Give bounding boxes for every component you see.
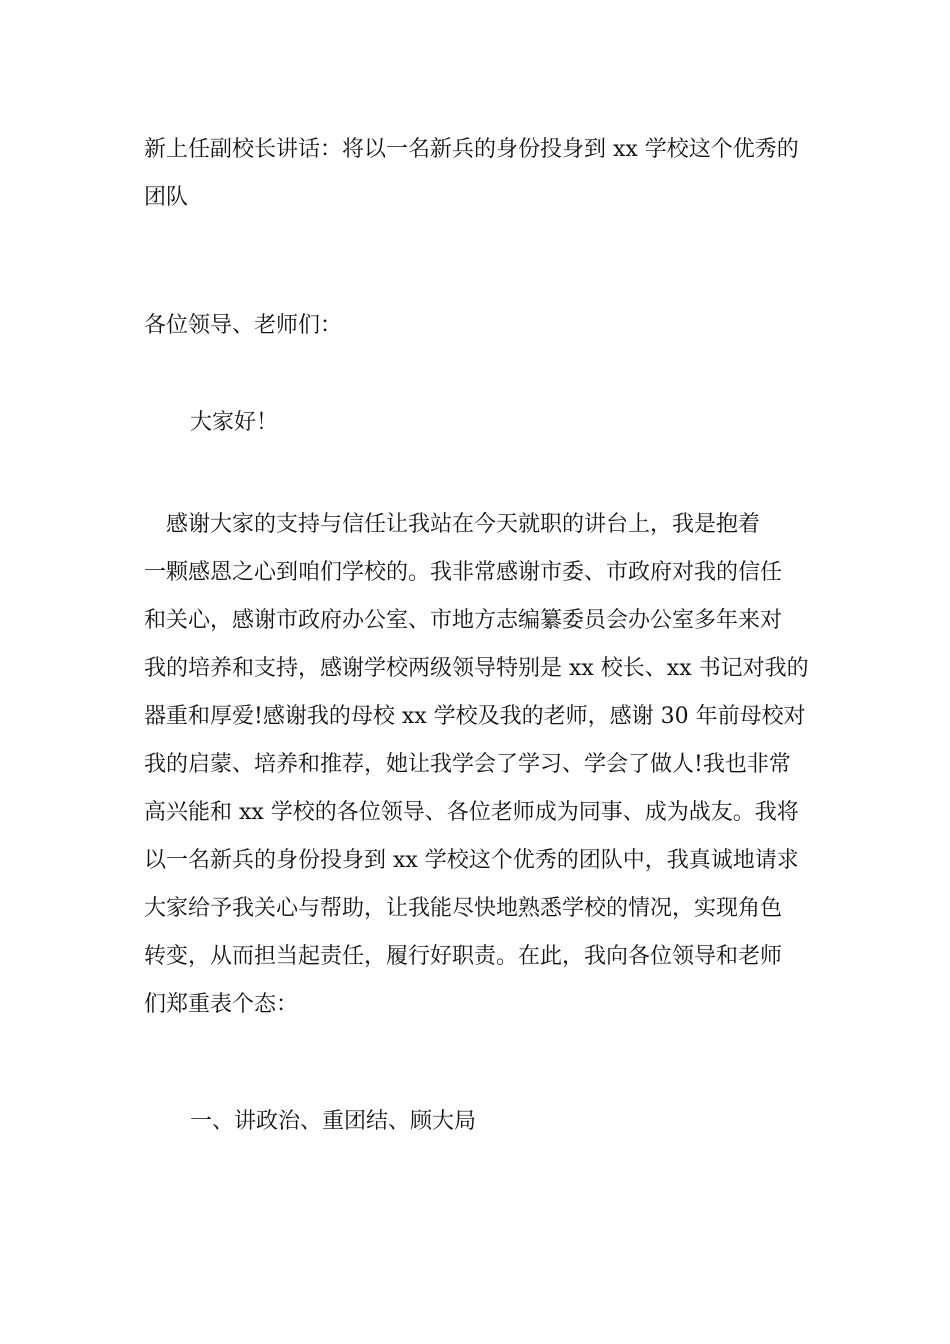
title-line: 新上任副校长讲话：将以一名新兵的身份投身到 xx 学校这个优秀的 [144, 137, 799, 162]
paragraph-line: 和关心，感谢市政府办公室、市地方志编纂委员会办公室多年来对 [144, 608, 783, 633]
paragraph-line: 我的培养和支持，感谢学校两级领导特别是 xx 校长、xx 书记对我的 [144, 656, 809, 681]
paragraph-line: 我的启蒙、培养和推荐，她让我学会了学习、学会了做人!我也非常 [144, 752, 791, 777]
greeting-text: 大家好！ [190, 410, 279, 435]
paragraph-line: 器重和厚爱!感谢我的母校 xx 学校及我的老师，感谢 30 年前母校对 [144, 704, 806, 729]
salutation [144, 302, 809, 350]
document-title [144, 126, 809, 222]
paragraph-line: 以一名新兵的身份投身到 xx 学校这个优秀的团队中，我真诚地请求 [144, 848, 799, 873]
title-line: 团队 [144, 185, 189, 210]
salutation-text: 各位领导、老师们： [144, 313, 343, 338]
greeting [190, 399, 855, 447]
paragraph-line: 们郑重表个态： [144, 992, 299, 1017]
paragraph-line: 感谢大家的支持与信任让我站在今天就职的讲台上，我是抱着 [144, 512, 761, 537]
paragraph-line: 一颗感恩之心到咱们学校的。我非常感谢市委、市政府对我的信任 [144, 560, 783, 585]
section-heading-text: 一、讲政治、重团结、顾大局 [190, 1109, 477, 1134]
paragraph-line: 转变，从而担当起责任，履行好职责。在此，我向各位领导和老师 [144, 944, 783, 969]
paragraph-line: 大家给予我关心与帮助，让我能尽快地熟悉学校的情况，实现角色 [144, 896, 783, 921]
paragraph-line: 高兴能和 xx 学校的各位领导、各位老师成为同事、成为战友。我将 [144, 800, 799, 825]
section-heading [190, 1098, 855, 1146]
body-paragraph [144, 501, 809, 1029]
